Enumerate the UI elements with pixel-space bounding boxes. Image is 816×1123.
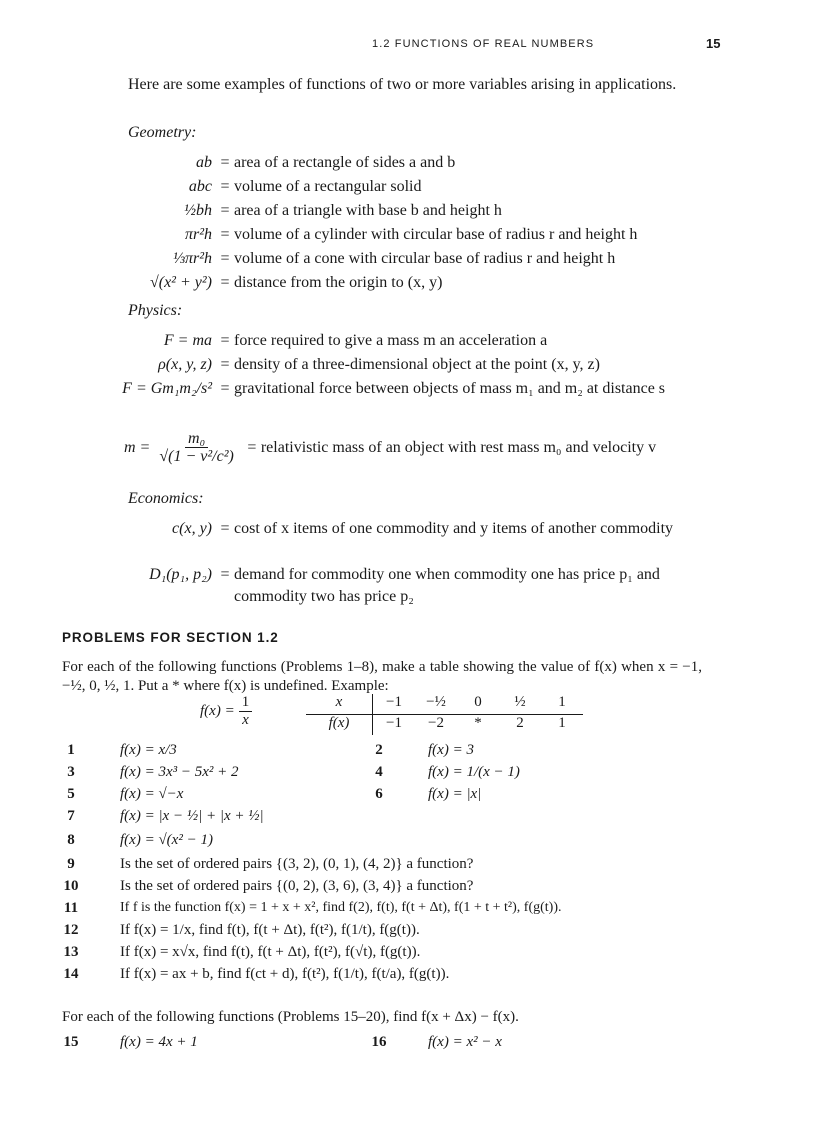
problem-text: f(x) = |x − ½| + |x + ½|: [120, 808, 264, 824]
equals-sign: =: [220, 274, 230, 291]
equals-sign: =: [220, 566, 230, 583]
physics-row: [0, 354, 704, 378]
problems-instruction-2: For each of the following functions (Problems 15–20), find f(x + Δx) − f(x).: [62, 1009, 519, 1025]
example-table: [306, 694, 583, 735]
problem-text: If f(x) = x√x, find f(t), f(t + Δt), f(t²), f(√t), f(g(t)).: [120, 944, 421, 960]
physics-row: [0, 330, 704, 354]
problem-pair-row: [56, 742, 520, 764]
problem-number: 11: [63, 900, 79, 916]
example-cell: 1: [558, 715, 566, 731]
relativistic-denominator: √(1 − v²/c²): [159, 448, 234, 465]
problem-row: [56, 944, 716, 966]
geometry-lhs: ab: [196, 154, 212, 171]
problem-number: 5: [67, 786, 75, 802]
problem-row: [56, 808, 716, 832]
problem-text: If f(x) = 1/x, find f(t), f(t + Δt), f(t²), f(1/t), f(g(t)).: [120, 922, 420, 938]
physics-lhs: F = ma: [163, 332, 212, 349]
problem-text: f(x) = √(x² − 1): [120, 832, 213, 848]
example-function: [200, 694, 252, 729]
relativistic-fraction: [156, 430, 236, 465]
geometry-rhs: area of a rectangle of sides a and b: [234, 154, 456, 171]
physics-list: [0, 330, 704, 424]
geometry-lhs: ½bh: [184, 202, 212, 219]
problem-pair-row: [56, 764, 520, 786]
economics-label: Economics:: [128, 490, 204, 507]
equals-sign: =: [220, 226, 230, 243]
example-denominator: x: [242, 712, 249, 728]
problem-number: 14: [63, 966, 79, 982]
problem-number: 2: [375, 742, 383, 758]
example-cell: −½: [426, 694, 446, 710]
problem-number: 6: [375, 786, 383, 802]
problem-number: 8: [67, 832, 75, 848]
physics-lhs: F = Gm₁m₂/s²: [122, 380, 212, 397]
physics-rhs: density of a three-dimensional object at the point (x, y, z): [234, 356, 600, 373]
geometry-rhs: distance from the origin to (x, y): [234, 274, 443, 291]
problems-section-title: PROBLEMS FOR SECTION 1.2: [62, 630, 279, 645]
example-row-label: f(x): [306, 715, 373, 735]
economics-rhs: demand for commodity one when commodity one has price p₁ and commodity two has price p₂: [234, 566, 660, 605]
economics-row: [0, 518, 674, 564]
running-head: 1.2 FUNCTIONS OF REAL NUMBERS: [372, 38, 595, 50]
relativistic-numerator: m₀: [185, 430, 208, 448]
problem-text: f(x) = 4x + 1: [120, 1034, 198, 1050]
equals-sign: =: [220, 380, 230, 397]
example-cell: −1: [386, 694, 402, 710]
physics-rhs: force required to give a mass m an acceleration a: [234, 332, 548, 349]
problem-number: 3: [67, 764, 75, 780]
example-cell: *: [474, 715, 482, 731]
problem-row: [56, 832, 716, 856]
geometry-row: [0, 176, 704, 200]
example-cell: ½: [514, 694, 526, 710]
problem-text: If f is the function f(x) = 1 + x + x², find f(2), f(t), f(t + Δt), f(1 + t + t²), f(g(t)).: [120, 900, 562, 915]
example-row-label: x: [306, 694, 373, 714]
economics-row: [0, 564, 674, 610]
relativistic-rhs: relativistic mass of an object with rest mass m₀ and velocity v: [260, 438, 657, 456]
example-table-row-x: [306, 694, 583, 715]
equals-sign: =: [220, 520, 230, 537]
equals-sign: =: [220, 250, 230, 267]
relativistic-mass-row: [124, 430, 681, 465]
geometry-lhs: √(x² + y²): [149, 274, 212, 291]
geometry-row: [0, 272, 704, 296]
physics-label: Physics:: [128, 302, 183, 319]
geometry-row: [0, 224, 704, 248]
geometry-rhs: volume of a cone with circular base of radius r and height h: [234, 250, 616, 267]
problem-text: f(x) = 3x³ − 5x² + 2: [120, 764, 239, 780]
physics-lhs: ρ(x, y, z): [158, 356, 212, 373]
relativistic-lhs-var: m =: [124, 438, 151, 456]
problem-row: [56, 900, 716, 922]
example-numerator: 1: [239, 694, 253, 712]
problem-number: 9: [67, 856, 75, 872]
equals-sign: =: [220, 202, 230, 219]
example-table-row-fx: [306, 715, 583, 735]
geometry-rhs: volume of a rectangular solid: [234, 178, 422, 195]
geometry-label: Geometry:: [128, 124, 197, 141]
equals-sign: =: [220, 356, 230, 373]
geometry-rhs: area of a triangle with base b and height h: [234, 202, 502, 219]
problem-text: f(x) = x/3: [120, 742, 177, 758]
problem-number: 12: [63, 922, 79, 938]
paired-problems: [56, 742, 520, 808]
equals-sign: =: [220, 178, 230, 195]
problem-number: 15: [63, 1034, 79, 1050]
problem-text: f(x) = x² − x: [428, 1034, 502, 1050]
geometry-row: [0, 152, 704, 176]
geometry-rhs: volume of a cylinder with circular base of radius r and height h: [234, 226, 638, 243]
problem-pair-row: [56, 1034, 502, 1056]
problem-number: 4: [375, 764, 383, 780]
economics-lhs: D₁(p₁, p₂): [149, 566, 212, 583]
equals-sign: =: [247, 438, 257, 456]
economics-rhs: cost of x items of one commodity and y items of another commodity: [234, 520, 674, 537]
geometry-row: [0, 248, 704, 272]
single-problems: [56, 808, 716, 988]
equals-sign: =: [220, 154, 230, 171]
geometry-lhs: ⅓πr²h: [172, 250, 212, 267]
example-function-lhs: f(x) =: [200, 703, 235, 719]
example-cell: 0: [474, 694, 482, 710]
example-fraction: [239, 694, 253, 729]
geometry-row: [0, 200, 704, 224]
problem-row: [56, 856, 716, 878]
intro-paragraph: Here are some examples of functions of two or more variables arising in applications.: [128, 76, 677, 93]
problem-row: [56, 878, 716, 900]
physics-row: [0, 378, 704, 424]
problem-text: f(x) = 3: [428, 742, 474, 758]
geometry-lhs: πr²h: [184, 226, 212, 243]
physics-rhs: gravitational force between objects of mass m₁ and m₂ at distance s: [234, 380, 666, 397]
economics-lhs: c(x, y): [172, 520, 212, 537]
example-cell: 1: [558, 694, 566, 710]
last-problem-pair: [56, 1034, 502, 1056]
problem-pair-row: [56, 786, 520, 808]
problem-text: f(x) = 1/(x − 1): [428, 764, 520, 780]
problem-number: 16: [371, 1034, 387, 1050]
problem-row: [56, 966, 716, 988]
problem-number: 7: [67, 808, 75, 824]
problem-number: 10: [63, 878, 79, 894]
problem-text: If f(x) = ax + b, find f(ct + d), f(t²), f(1/t), f(t/a), f(g(t)).: [120, 966, 450, 982]
problem-number: 1: [67, 742, 75, 758]
problem-text: f(x) = |x|: [428, 786, 482, 802]
example-cell: 2: [516, 715, 524, 731]
problem-text: f(x) = √−x: [120, 786, 184, 802]
economics-list: [0, 518, 674, 610]
problem-text: Is the set of ordered pairs {(3, 2), (0, 1), (4, 2)} a function?: [120, 856, 474, 872]
problem-number: 13: [63, 944, 79, 960]
page-number: 15: [706, 36, 721, 51]
example-cell: −1: [386, 715, 402, 731]
geometry-list: [0, 152, 704, 296]
equals-sign: =: [220, 332, 230, 349]
problems-instruction: For each of the following functions (Problems 1–8), make a table showing the value of f(x) when x = −1, −½, 0, ½, 1. Put a * where f(x) is undefined. Example:: [62, 659, 702, 694]
geometry-lhs: abc: [188, 178, 212, 195]
problem-row: [56, 922, 716, 944]
example-cell: −2: [428, 715, 444, 731]
problem-text: Is the set of ordered pairs {(0, 2), (3, 6), (3, 4)} a function?: [120, 878, 474, 894]
